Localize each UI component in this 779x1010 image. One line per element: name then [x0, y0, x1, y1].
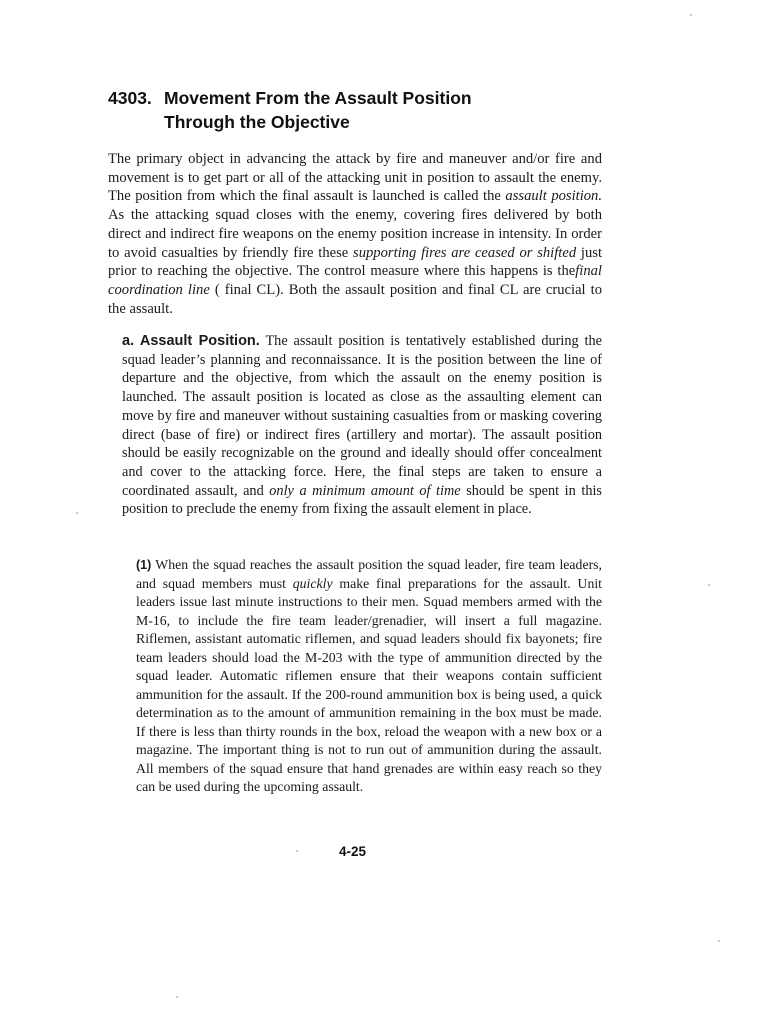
- intro-text-2: As the attacking squad closes with the enemy, covering fires delivered by both direct and indirect fire weapons on the enemy position increase in intensity. In order to avoid casualties by friendly fire these: [108, 207, 602, 261]
- subparagraph-1: [136, 556, 602, 797]
- assault-position-emphasis: only a minimum amount of time: [269, 482, 461, 499]
- assault-position-text-1: The assault position is tentatively established during the squad leader’s planning and reconnaissance. It is the position between the line of departure and the objective, from which the assault on the enemy position is launched. The assault position is located as close as the assaulting element can move by fire and maneuver without sustaining casualties from or masking covering direct (base of fire) or indirect fires (artillery and mortar). The assault position should be easily recognizable on the ground and ideally should offer concealment and cover to the attacking force. Here, the final steps are taken to ensure a coordinated assault, and: [122, 333, 602, 499]
- intro-emphasis-final-coordination-line: final coordination line: [108, 263, 602, 298]
- intro-text-3: just prior to reaching the objective. The control measure where this happens is the: [108, 244, 602, 280]
- subparagraph-1-number: (1): [136, 558, 152, 572]
- scan-speck: [708, 584, 710, 586]
- subparagraph-1-text-2: make final preparations for the assault. Unit leaders issue last minute instructions to their men. Squad members armed with the M-16, to include the fire team leader/grenadier, will insert a full magazine. Riflemen, assistant automatic riflemen, and squad leaders should fix bayonets; fire team leaders should load the M-203 with the type of ammunition directed by the squad leader. Automatic riflemen ensure that their weapons contain sufficient ammunition for the assault. If the 200-round ammunition box is being used, a quick determination as to the amount of ammunition remaining in the box must be made. If there is less than thirty rounds in the box, reload the weapon with a new box or a magazine. The important thing is not to run out of ammunition during the assault. All members of the squad ensure that hand grenades are within easy reach so they can be used during the upcoming assault.: [136, 575, 603, 794]
- assault-position-title: a. Assault Position.: [122, 333, 260, 349]
- assault-position-text-2: should be spent in this position to preclude the enemy from fixing the assault element in place.: [122, 482, 602, 518]
- subparagraph-1-emphasis-quickly: quickly: [292, 575, 333, 591]
- scan-speck: [718, 940, 720, 942]
- section-number: 4303.: [108, 88, 152, 108]
- page-number: 4-25: [339, 844, 367, 859]
- subparagraph-1-text-1: When the squad reaches the assault position the squad leader, fire team leaders, and squad members must: [136, 557, 602, 591]
- scan-speck: [690, 14, 692, 16]
- section-heading: [108, 86, 472, 134]
- intro-text-4: ( final CL). Both the assault position and final CL are crucial to the assault.: [108, 281, 602, 317]
- heading-line-1: Movement From the Assault Position: [164, 88, 472, 108]
- intro-emphasis-supporting-fires: supporting fires are ceased or shifted: [353, 244, 577, 261]
- scan-speck: [76, 512, 78, 514]
- scan-speck: [176, 996, 178, 998]
- assault-position-paragraph: [122, 332, 602, 519]
- intro-paragraph: [108, 150, 602, 318]
- intro-emphasis-assault-position: assault position.: [505, 188, 603, 205]
- intro-text-1: The primary object in advancing the attack by fire and maneuver and/or fire and movement is to get part or all of the attacking unit in position to assault the enemy. The position from which the final assault is launched is called the: [108, 151, 602, 205]
- heading-line-2: Through the Objective: [164, 112, 350, 132]
- scan-speck: [296, 850, 298, 852]
